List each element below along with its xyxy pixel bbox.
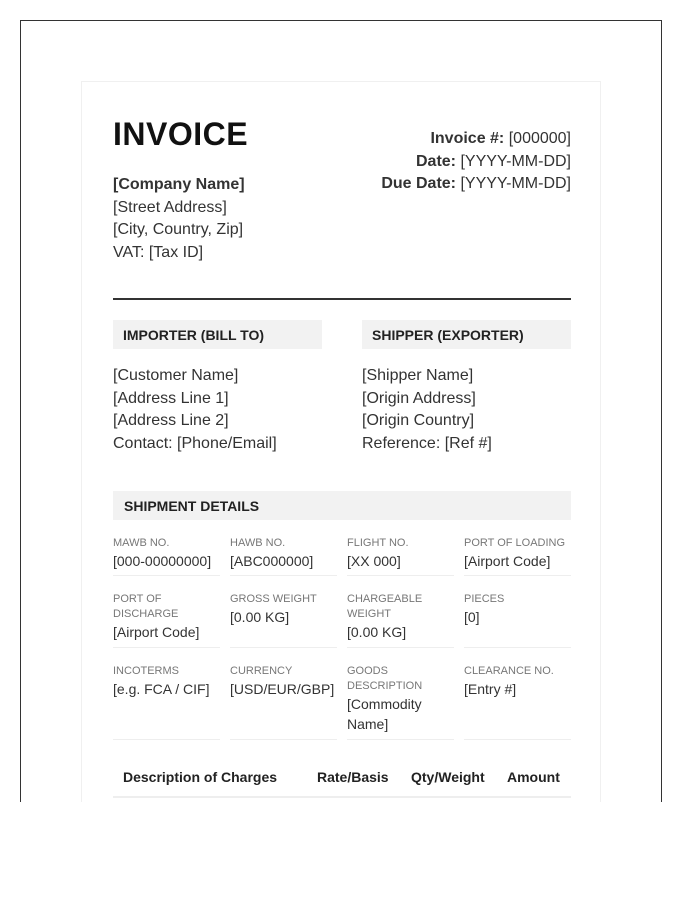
field-value: [Commodity Name] <box>347 696 422 732</box>
column-header-rate: Rate/Basis <box>317 769 389 785</box>
field-value: [USD/EUR/GBP] <box>230 681 335 697</box>
shipper-heading: SHIPPER (EXPORTER) <box>362 320 571 349</box>
invoice-title: INVOICE <box>113 116 249 152</box>
header-divider <box>113 298 571 300</box>
company-vat: VAT: [Tax ID] <box>113 243 204 261</box>
shipper-line: Reference: [Ref #] <box>362 434 492 452</box>
invoice-date-value: [YYYY-MM-DD] <box>460 152 571 170</box>
importer-address <box>113 365 277 455</box>
shipment-field-pieces <box>464 592 571 648</box>
field-label: INCOTERMS <box>113 665 179 677</box>
company-city: [City, Country, Zip] <box>113 221 244 238</box>
company-block <box>113 174 245 264</box>
shipment-field-chargeable-weight <box>347 592 454 648</box>
field-value: [0.00 KG] <box>230 609 290 625</box>
shipment-field-hawb <box>230 536 337 576</box>
field-label: PIECES <box>464 593 505 605</box>
company-name: [Company Name] <box>113 176 245 193</box>
field-label: GOODS DESCRIPTION <box>347 665 423 692</box>
field-label: GROSS WEIGHT <box>230 593 317 605</box>
invoice-number-row <box>381 128 571 151</box>
field-value: [000-00000000] <box>113 553 212 569</box>
importer-line: [Address Line 1] <box>113 389 229 407</box>
column-header-qty: Qty/Weight <box>411 769 485 785</box>
shipment-field-port-discharge <box>113 592 220 648</box>
field-label: PORT OF LOADING <box>464 537 566 549</box>
invoice-meta <box>381 128 571 196</box>
field-label: CHARGEABLE WEIGHT <box>347 593 423 620</box>
document-frame <box>20 20 662 802</box>
field-label: HAWB NO. <box>230 537 286 549</box>
shipper-line: [Origin Country] <box>362 412 475 429</box>
shipper-line: [Shipper Name] <box>362 367 474 384</box>
importer-line: [Address Line 2] <box>113 412 229 429</box>
shipment-field-clearance <box>464 664 571 740</box>
field-value: [Entry #] <box>464 681 517 697</box>
field-value: [0.00 KG] <box>347 624 407 640</box>
field-value: [XX 000] <box>347 553 401 569</box>
column-header-description: Description of Charges <box>123 769 278 785</box>
invoice-date-label: Date: <box>416 152 457 170</box>
importer-heading: IMPORTER (BILL TO) <box>113 320 322 349</box>
shipment-field-flight <box>347 536 454 576</box>
due-date-row <box>381 173 571 196</box>
field-value: [0] <box>464 609 480 625</box>
shipment-field-gross-weight <box>230 592 337 648</box>
shipper-address <box>362 365 492 455</box>
company-street: [Street Address] <box>113 198 227 216</box>
shipment-field-incoterms <box>113 664 220 740</box>
field-value: [Airport Code] <box>464 553 551 569</box>
field-label: CLEARANCE NO. <box>464 665 554 677</box>
invoice-number-label: Invoice #: <box>430 130 505 147</box>
column-header-amount: Amount <box>507 769 560 785</box>
importer-line: Contact: [Phone/Email] <box>113 434 277 452</box>
invoice-number-value: [000000] <box>508 130 571 147</box>
shipment-field-port-loading <box>464 536 571 576</box>
field-label: FLIGHT NO. <box>347 537 409 549</box>
field-value: [Airport Code] <box>113 624 200 640</box>
field-value: [ABC000000] <box>230 553 314 569</box>
shipment-field-currency <box>230 664 337 740</box>
due-date-value: [YYYY-MM-DD] <box>460 175 571 192</box>
charges-table-header <box>113 756 571 798</box>
field-label: CURRENCY <box>230 665 293 677</box>
field-label: PORT OF DISCHARGE <box>113 593 179 620</box>
shipper-line: [Origin Address] <box>362 389 476 407</box>
invoice-page <box>81 81 601 802</box>
field-value: [e.g. FCA / CIF] <box>113 681 210 697</box>
shipment-field-goods-description <box>347 664 454 740</box>
field-label: MAWB NO. <box>113 537 170 549</box>
due-date-label: Due Date: <box>381 175 457 192</box>
importer-line: [Customer Name] <box>113 367 239 384</box>
shipment-field-mawb <box>113 536 220 576</box>
shipment-details-heading: SHIPMENT DETAILS <box>113 491 571 520</box>
invoice-date-row <box>381 151 571 174</box>
